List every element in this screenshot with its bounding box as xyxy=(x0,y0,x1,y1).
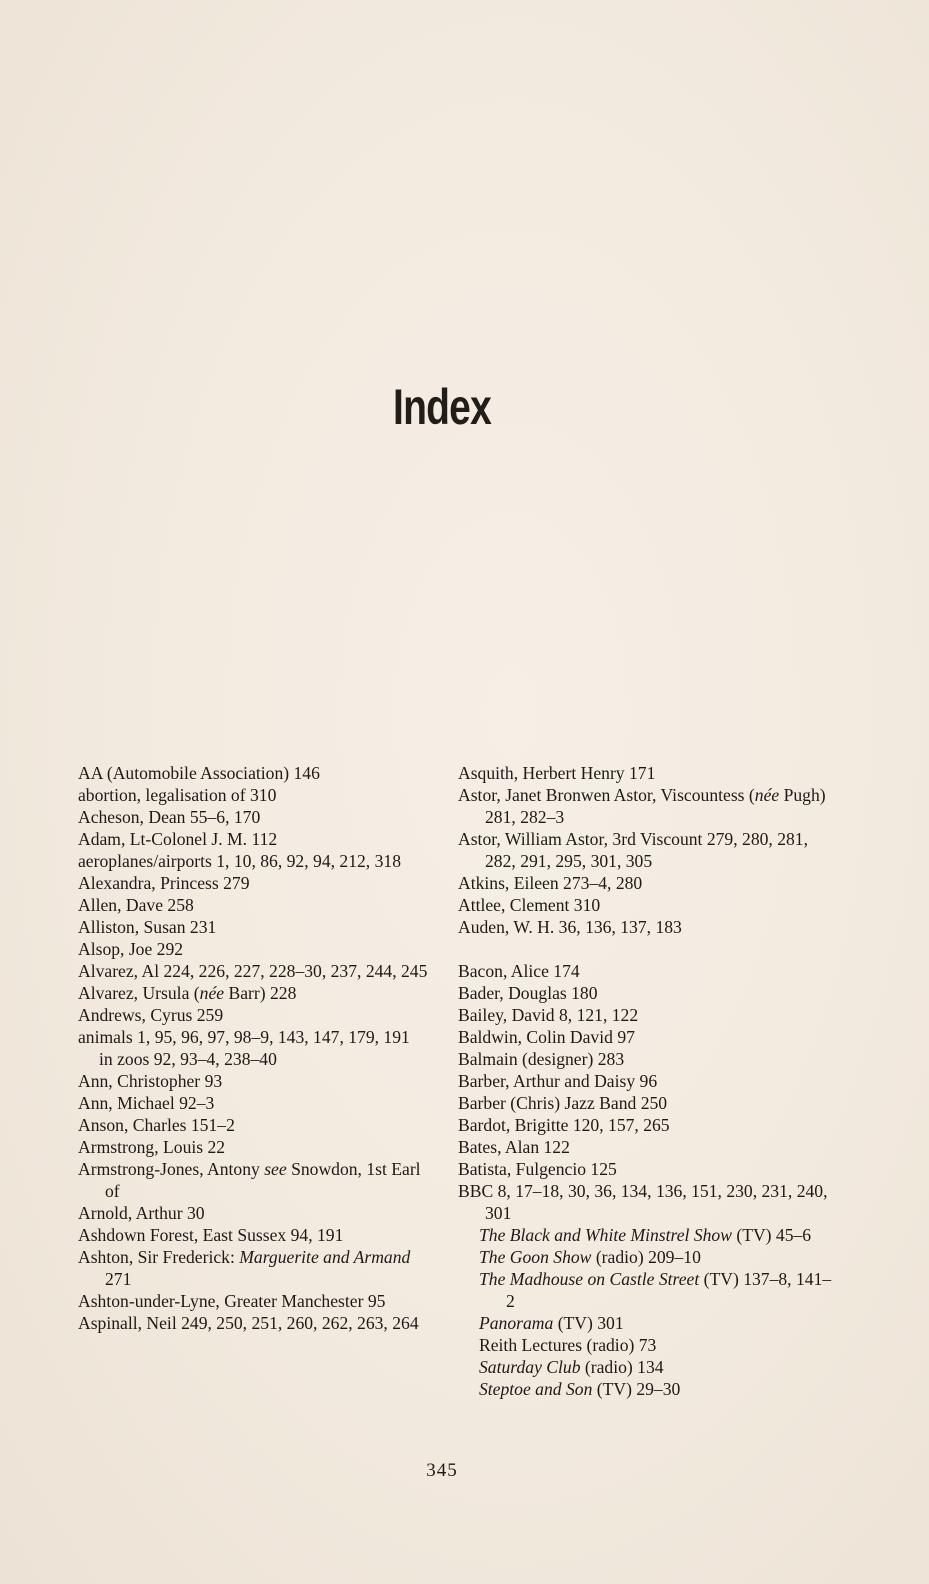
index-entry-text: Auden, W. H. 36, 136, 137, 183 xyxy=(458,917,682,937)
index-entry xyxy=(458,1004,838,1026)
index-entry xyxy=(458,1026,838,1048)
index-entry-italic: The Goon Show xyxy=(479,1247,592,1267)
index-entry-text: 271 xyxy=(105,1269,132,1289)
index-entry xyxy=(458,1070,838,1092)
index-entry xyxy=(458,1114,838,1136)
index-entry-text: animals 1, 95, 96, 97, 98–9, 143, 147, 179, 191 xyxy=(78,1027,410,1047)
index-entry xyxy=(78,960,430,982)
index-entry-text: Asquith, Herbert Henry 171 xyxy=(458,763,656,783)
index-entry-text: (radio) 134 xyxy=(580,1357,664,1377)
index-entry xyxy=(78,806,430,828)
index-entry-text: Armstrong, Louis 22 xyxy=(78,1137,226,1157)
index-entry-text: Ann, Michael 92–3 xyxy=(78,1093,215,1113)
index-entry-text: Balmain (designer) 283 xyxy=(458,1049,625,1069)
index-entry xyxy=(78,872,430,894)
index-entry-text: Anson, Charles 151–2 xyxy=(78,1115,235,1135)
page-title: Index xyxy=(393,379,491,435)
index-subentry xyxy=(458,1378,838,1400)
index-entry-text: BBC 8, 17–18, 30, 36, 134, 136, 151, 230, 231, 240, 301 xyxy=(458,1181,828,1223)
index-entry xyxy=(78,938,430,960)
index-entry-italic: Marguerite and Armand xyxy=(239,1247,411,1267)
index-entry-text: abortion, legalisation of 310 xyxy=(78,785,277,805)
index-entry xyxy=(458,1180,838,1224)
index-entry-italic: Panorama xyxy=(479,1313,554,1333)
index-entry-italic: Saturday Club xyxy=(479,1357,581,1377)
index-entry-italic: née xyxy=(199,983,225,1003)
index-entry-text: Ashdown Forest, East Sussex 94, 191 xyxy=(78,1225,344,1245)
index-subentry xyxy=(458,1312,838,1334)
index-entry xyxy=(78,1004,430,1026)
index-entry-text: Arnold, Arthur 30 xyxy=(78,1203,205,1223)
index-subentry xyxy=(458,1334,838,1356)
index-entry-text: Pugh) 281, 282–3 xyxy=(485,785,826,827)
index-entry-text: Adam, Lt-Colonel J. M. 112 xyxy=(78,829,278,849)
index-letter-gap xyxy=(458,938,838,960)
index-column-left xyxy=(78,762,430,1334)
index-subentry xyxy=(78,1048,430,1070)
index-entry xyxy=(78,850,430,872)
index-entry-text: Atkins, Eileen 273–4, 280 xyxy=(458,873,643,893)
index-subentry xyxy=(458,1356,838,1378)
index-entry xyxy=(78,916,430,938)
index-subentry xyxy=(458,1224,838,1246)
index-entry-text: Bates, Alan 122 xyxy=(458,1137,570,1157)
index-entry-text: Andrews, Cyrus 259 xyxy=(78,1005,224,1025)
index-entry-text: Alsop, Joe 292 xyxy=(78,939,184,959)
index-entry-text: Astor, Janet Bronwen Astor, Viscountess ( xyxy=(458,785,755,805)
index-entry-text: Alvarez, Al 224, 226, 227, 228–30, 237, 244, 245 xyxy=(78,961,428,981)
index-entry-italic: The Black and White Minstrel Show xyxy=(479,1225,732,1245)
index-column-right xyxy=(458,762,838,1400)
index-entry-text: (radio) 209–10 xyxy=(591,1247,701,1267)
index-entry xyxy=(78,1202,430,1224)
index-entry-text: Barr) 228 xyxy=(224,983,297,1003)
index-entry-text: Bacon, Alice 174 xyxy=(458,961,580,981)
index-entry-text: Ashton-under-Lyne, Greater Manchester 95 xyxy=(78,1291,386,1311)
index-entry xyxy=(458,828,838,872)
index-entry-italic: The Madhouse on Castle Street xyxy=(479,1269,700,1289)
index-entry-text: Acheson, Dean 55–6, 170 xyxy=(78,807,261,827)
index-entry-text: aeroplanes/airports 1, 10, 86, 92, 94, 212, 318 xyxy=(78,851,401,871)
page-number: 345 xyxy=(426,1460,458,1481)
index-entry xyxy=(78,894,430,916)
index-entry-text: AA (Automobile Association) 146 xyxy=(78,763,320,783)
index-entry-text: (TV) 301 xyxy=(553,1313,624,1333)
index-entry-text: Allen, Dave 258 xyxy=(78,895,194,915)
index-entry-text: Aspinall, Neil 249, 250, 251, 260, 262, 263, 264 xyxy=(78,1313,419,1333)
index-entry xyxy=(458,982,838,1004)
index-entry-text: Alliston, Susan 231 xyxy=(78,917,217,937)
index-entry xyxy=(78,762,430,784)
index-entry xyxy=(78,828,430,850)
index-entry xyxy=(78,784,430,806)
index-entry xyxy=(458,1092,838,1114)
index-entry xyxy=(458,1048,838,1070)
index-entry-text: Barber (Chris) Jazz Band 250 xyxy=(458,1093,668,1113)
index-entry-text: (TV) 137–8, 141–2 xyxy=(506,1269,832,1311)
index-entry xyxy=(78,1136,430,1158)
index-entry-italic: née xyxy=(754,785,780,805)
index-entry-text: Alvarez, Ursula ( xyxy=(78,983,200,1003)
index-entry xyxy=(458,916,838,938)
index-entry xyxy=(458,1136,838,1158)
index-entry-text: Bader, Douglas 180 xyxy=(458,983,598,1003)
index-entry-text: (TV) 29–30 xyxy=(592,1379,681,1399)
index-entry-text: Batista, Fulgencio 125 xyxy=(458,1159,617,1179)
index-entry xyxy=(78,1070,430,1092)
index-subentry xyxy=(458,1246,838,1268)
index-entry-text: Reith Lectures (radio) 73 xyxy=(479,1335,657,1355)
index-entry xyxy=(78,1158,430,1202)
index-subentry xyxy=(458,1268,838,1312)
index-entry xyxy=(78,1026,430,1048)
index-entry-text: Alexandra, Princess 279 xyxy=(78,873,250,893)
index-entry xyxy=(458,762,838,784)
index-entry xyxy=(78,1114,430,1136)
index-entry-text: Ann, Christopher 93 xyxy=(78,1071,223,1091)
index-entry xyxy=(78,1092,430,1114)
index-entry-text: (TV) 45–6 xyxy=(731,1225,812,1245)
index-entry xyxy=(78,1312,430,1334)
index-entry-text: Attlee, Clement 310 xyxy=(458,895,601,915)
index-entry xyxy=(458,894,838,916)
index-entry-text: Bailey, David 8, 121, 122 xyxy=(458,1005,639,1025)
index-entry xyxy=(458,872,838,894)
index-entry xyxy=(78,1246,430,1290)
index-entry-text: Armstrong-Jones, Antony xyxy=(78,1159,265,1179)
index-entry-text: Ashton, Sir Frederick: xyxy=(78,1247,240,1267)
index-entry xyxy=(458,1158,838,1180)
index-entry-text: Astor, William Astor, 3rd Viscount 279, 280, 281, 282, 291, 295, 301, 305 xyxy=(458,829,809,871)
index-entry-text: Baldwin, Colin David 97 xyxy=(458,1027,635,1047)
index-entry-italic: Steptoe and Son xyxy=(479,1379,593,1399)
index-entry-text: in zoos 92, 93–4, 238–40 xyxy=(99,1049,277,1069)
index-entry-text: Bardot, Brigitte 120, 157, 265 xyxy=(458,1115,670,1135)
index-entry xyxy=(78,1290,430,1312)
index-entry xyxy=(458,784,838,828)
index-entry-text: Snowdon, 1st Earl of xyxy=(105,1159,421,1201)
index-entry xyxy=(78,1224,430,1246)
index-entry xyxy=(78,982,430,1004)
index-entry xyxy=(458,960,838,982)
index-entry-italic: see xyxy=(264,1159,287,1179)
index-entry-text: Barber, Arthur and Daisy 96 xyxy=(458,1071,658,1091)
